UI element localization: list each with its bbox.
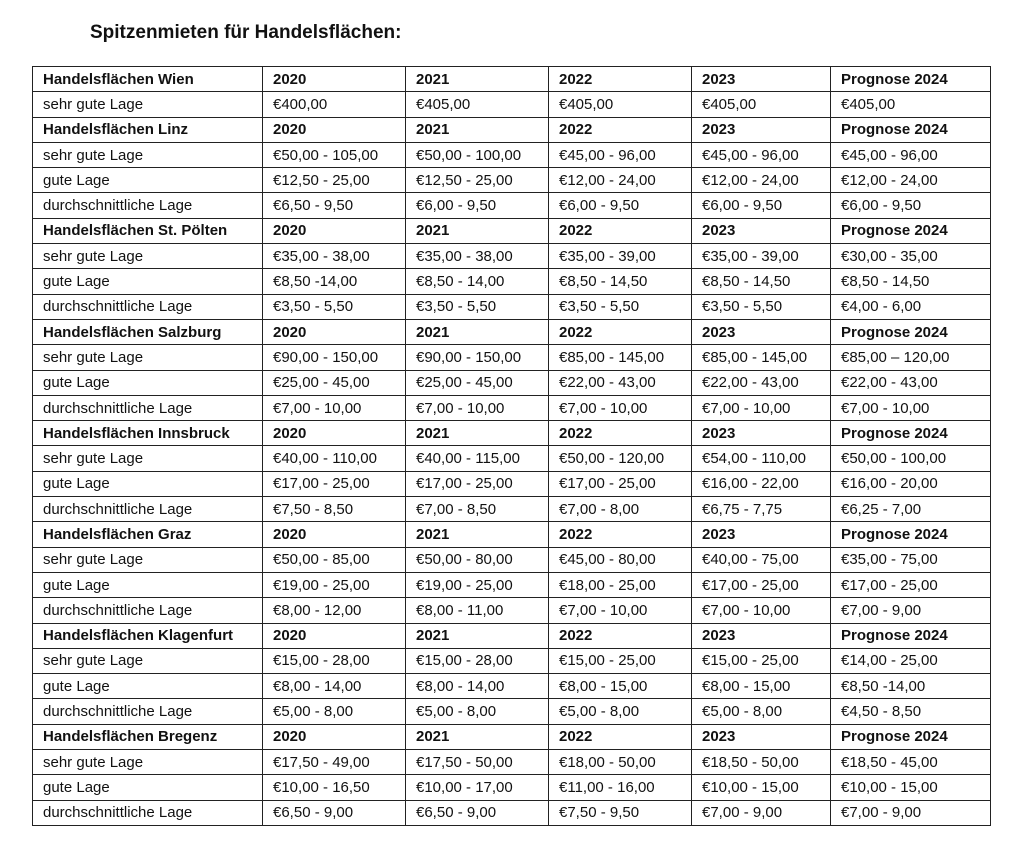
cell-year-2020: €8,00 - 12,00 [263,598,406,623]
city-header-row [33,67,991,92]
cell-forecast-2024: €4,00 - 6,00 [831,294,991,319]
cell-year-2021: €12,50 - 25,00 [406,168,549,193]
cell-year-2023: €7,00 - 10,00 [692,395,831,420]
cell-year-2023: €405,00 [692,92,831,117]
header-cell-location: Handelsflächen Bregenz [33,724,263,749]
cell-year-2023: €85,00 - 145,00 [692,345,831,370]
header-cell-forecast-2024: Prognose 2024 [831,724,991,749]
header-cell-year-2021: 2021 [406,623,549,648]
table-row [33,244,991,269]
header-cell-forecast-2024: Prognose 2024 [831,421,991,446]
cell-year-2020: €8,50 -14,00 [263,269,406,294]
header-cell-location: Handelsflächen Klagenfurt [33,623,263,648]
table-row [33,572,991,597]
cell-year-2020: €35,00 - 38,00 [263,244,406,269]
cell-year-2022: €35,00 - 39,00 [549,244,692,269]
cell-year-2022: €405,00 [549,92,692,117]
cell-year-2023: €7,00 - 10,00 [692,598,831,623]
cell-year-2021: €7,00 - 8,50 [406,497,549,522]
header-cell-year-2023: 2023 [692,67,831,92]
cell-location: gute Lage [33,775,263,800]
cell-year-2022: €7,00 - 10,00 [549,598,692,623]
table-row [33,395,991,420]
cell-location: durchschnittliche Lage [33,598,263,623]
table-row [33,547,991,572]
cell-location: durchschnittliche Lage [33,497,263,522]
cell-year-2023: €8,50 - 14,50 [692,269,831,294]
cell-year-2022: €5,00 - 8,00 [549,699,692,724]
city-header-row [33,319,991,344]
cell-forecast-2024: €35,00 - 75,00 [831,547,991,572]
cell-year-2020: €15,00 - 28,00 [263,648,406,673]
cell-location: gute Lage [33,674,263,699]
cell-year-2020: €8,00 - 14,00 [263,674,406,699]
cell-year-2023: €7,00 - 9,00 [692,800,831,825]
header-cell-year-2022: 2022 [549,421,692,446]
cell-year-2022: €15,00 - 25,00 [549,648,692,673]
header-cell-location: Handelsflächen St. Pölten [33,218,263,243]
cell-year-2021: €6,00 - 9,50 [406,193,549,218]
header-cell-forecast-2024: Prognose 2024 [831,319,991,344]
header-cell-year-2020: 2020 [263,522,406,547]
cell-year-2023: €40,00 - 75,00 [692,547,831,572]
cell-year-2021: €25,00 - 45,00 [406,370,549,395]
cell-year-2020: €6,50 - 9,50 [263,193,406,218]
cell-year-2023: €35,00 - 39,00 [692,244,831,269]
cell-forecast-2024: €85,00 – 120,00 [831,345,991,370]
cell-year-2022: €3,50 - 5,50 [549,294,692,319]
cell-location: sehr gute Lage [33,244,263,269]
cell-year-2022: €50,00 - 120,00 [549,446,692,471]
header-cell-year-2020: 2020 [263,623,406,648]
header-cell-forecast-2024: Prognose 2024 [831,117,991,142]
header-cell-forecast-2024: Prognose 2024 [831,218,991,243]
cell-location: durchschnittliche Lage [33,193,263,218]
cell-year-2021: €15,00 - 28,00 [406,648,549,673]
table-row [33,699,991,724]
city-header-row [33,421,991,446]
cell-year-2021: €405,00 [406,92,549,117]
header-cell-year-2021: 2021 [406,522,549,547]
cell-year-2020: €6,50 - 9,00 [263,800,406,825]
cell-year-2022: €7,00 - 10,00 [549,395,692,420]
table-row [33,471,991,496]
header-cell-year-2022: 2022 [549,117,692,142]
cell-year-2020: €19,00 - 25,00 [263,572,406,597]
cell-year-2021: €5,00 - 8,00 [406,699,549,724]
cell-year-2022: €18,00 - 50,00 [549,750,692,775]
cell-location: gute Lage [33,471,263,496]
cell-year-2023: €6,00 - 9,50 [692,193,831,218]
cell-year-2020: €10,00 - 16,50 [263,775,406,800]
cell-year-2021: €40,00 - 115,00 [406,446,549,471]
cell-year-2021: €6,50 - 9,00 [406,800,549,825]
cell-year-2022: €45,00 - 80,00 [549,547,692,572]
header-cell-location: Handelsflächen Linz [33,117,263,142]
cell-year-2021: €7,00 - 10,00 [406,395,549,420]
cell-year-2022: €12,00 - 24,00 [549,168,692,193]
cell-location: durchschnittliche Lage [33,294,263,319]
table-row [33,142,991,167]
cell-year-2021: €8,00 - 14,00 [406,674,549,699]
header-cell-year-2022: 2022 [549,218,692,243]
header-cell-year-2022: 2022 [549,522,692,547]
cell-forecast-2024: €16,00 - 20,00 [831,471,991,496]
cell-year-2020: €5,00 - 8,00 [263,699,406,724]
rent-table [32,66,991,826]
cell-year-2020: €400,00 [263,92,406,117]
header-cell-year-2023: 2023 [692,319,831,344]
header-cell-forecast-2024: Prognose 2024 [831,67,991,92]
header-cell-year-2023: 2023 [692,421,831,446]
cell-year-2022: €17,00 - 25,00 [549,471,692,496]
page-title: Spitzenmieten für Handelsflächen: [90,22,402,43]
table-row [33,674,991,699]
cell-location: durchschnittliche Lage [33,395,263,420]
table-row [33,294,991,319]
table-row [33,92,991,117]
cell-forecast-2024: €17,00 - 25,00 [831,572,991,597]
table-row [33,750,991,775]
cell-location: sehr gute Lage [33,648,263,673]
cell-year-2021: €3,50 - 5,50 [406,294,549,319]
table-row [33,648,991,673]
table-row [33,598,991,623]
cell-year-2023: €18,50 - 50,00 [692,750,831,775]
cell-forecast-2024: €6,00 - 9,50 [831,193,991,218]
cell-forecast-2024: €22,00 - 43,00 [831,370,991,395]
city-header-row [33,218,991,243]
header-cell-forecast-2024: Prognose 2024 [831,623,991,648]
cell-year-2022: €6,00 - 9,50 [549,193,692,218]
cell-year-2020: €7,00 - 10,00 [263,395,406,420]
cell-year-2023: €45,00 - 96,00 [692,142,831,167]
cell-year-2022: €7,00 - 8,00 [549,497,692,522]
cell-year-2022: €18,00 - 25,00 [549,572,692,597]
table-row [33,168,991,193]
cell-year-2020: €7,50 - 8,50 [263,497,406,522]
header-cell-year-2020: 2020 [263,421,406,446]
cell-year-2021: €90,00 - 150,00 [406,345,549,370]
cell-year-2021: €35,00 - 38,00 [406,244,549,269]
cell-forecast-2024: €405,00 [831,92,991,117]
cell-year-2020: €17,50 - 49,00 [263,750,406,775]
header-cell-location: Handelsflächen Graz [33,522,263,547]
header-cell-year-2022: 2022 [549,67,692,92]
header-cell-year-2021: 2021 [406,117,549,142]
cell-location: gute Lage [33,370,263,395]
header-cell-year-2022: 2022 [549,319,692,344]
cell-year-2021: €10,00 - 17,00 [406,775,549,800]
cell-year-2021: €19,00 - 25,00 [406,572,549,597]
cell-year-2023: €8,00 - 15,00 [692,674,831,699]
header-cell-year-2021: 2021 [406,319,549,344]
header-cell-year-2020: 2020 [263,218,406,243]
header-cell-forecast-2024: Prognose 2024 [831,522,991,547]
table-row [33,800,991,825]
header-cell-year-2020: 2020 [263,117,406,142]
cell-year-2023: €54,00 - 110,00 [692,446,831,471]
cell-forecast-2024: €50,00 - 100,00 [831,446,991,471]
cell-year-2022: €45,00 - 96,00 [549,142,692,167]
cell-year-2021: €50,00 - 80,00 [406,547,549,572]
cell-forecast-2024: €45,00 - 96,00 [831,142,991,167]
cell-year-2023: €12,00 - 24,00 [692,168,831,193]
header-cell-location: Handelsflächen Wien [33,67,263,92]
header-cell-year-2020: 2020 [263,67,406,92]
table-row [33,775,991,800]
cell-year-2020: €17,00 - 25,00 [263,471,406,496]
table-row [33,345,991,370]
cell-year-2022: €8,00 - 15,00 [549,674,692,699]
table-row [33,193,991,218]
header-cell-year-2021: 2021 [406,218,549,243]
cell-year-2022: €11,00 - 16,00 [549,775,692,800]
table-row [33,370,991,395]
cell-forecast-2024: €10,00 - 15,00 [831,775,991,800]
header-cell-location: Handelsflächen Innsbruck [33,421,263,446]
cell-forecast-2024: €18,50 - 45,00 [831,750,991,775]
cell-forecast-2024: €4,50 - 8,50 [831,699,991,724]
cell-location: sehr gute Lage [33,446,263,471]
cell-location: gute Lage [33,168,263,193]
cell-year-2023: €6,75 - 7,75 [692,497,831,522]
cell-location: sehr gute Lage [33,142,263,167]
cell-location: durchschnittliche Lage [33,800,263,825]
table-row [33,269,991,294]
cell-year-2023: €15,00 - 25,00 [692,648,831,673]
cell-year-2023: €22,00 - 43,00 [692,370,831,395]
cell-year-2020: €12,50 - 25,00 [263,168,406,193]
city-header-row [33,724,991,749]
cell-year-2021: €17,00 - 25,00 [406,471,549,496]
cell-year-2021: €50,00 - 100,00 [406,142,549,167]
cell-location: sehr gute Lage [33,345,263,370]
header-cell-year-2023: 2023 [692,522,831,547]
cell-location: sehr gute Lage [33,750,263,775]
cell-year-2022: €7,50 - 9,50 [549,800,692,825]
header-cell-year-2022: 2022 [549,724,692,749]
cell-year-2020: €50,00 - 105,00 [263,142,406,167]
header-cell-year-2022: 2022 [549,623,692,648]
cell-forecast-2024: €14,00 - 25,00 [831,648,991,673]
cell-year-2020: €90,00 - 150,00 [263,345,406,370]
header-cell-year-2021: 2021 [406,421,549,446]
cell-forecast-2024: €7,00 - 9,00 [831,598,991,623]
cell-year-2022: €22,00 - 43,00 [549,370,692,395]
cell-forecast-2024: €7,00 - 9,00 [831,800,991,825]
header-cell-year-2020: 2020 [263,724,406,749]
cell-year-2020: €40,00 - 110,00 [263,446,406,471]
cell-year-2022: €8,50 - 14,50 [549,269,692,294]
cell-year-2021: €8,50 - 14,00 [406,269,549,294]
header-cell-year-2023: 2023 [692,117,831,142]
cell-year-2021: €17,50 - 50,00 [406,750,549,775]
cell-forecast-2024: €7,00 - 10,00 [831,395,991,420]
cell-year-2021: €8,00 - 11,00 [406,598,549,623]
cell-forecast-2024: €6,25 - 7,00 [831,497,991,522]
cell-year-2020: €25,00 - 45,00 [263,370,406,395]
header-cell-location: Handelsflächen Salzburg [33,319,263,344]
cell-forecast-2024: €8,50 - 14,50 [831,269,991,294]
cell-year-2023: €10,00 - 15,00 [692,775,831,800]
header-cell-year-2021: 2021 [406,724,549,749]
header-cell-year-2020: 2020 [263,319,406,344]
header-cell-year-2021: 2021 [406,67,549,92]
cell-year-2022: €85,00 - 145,00 [549,345,692,370]
cell-forecast-2024: €12,00 - 24,00 [831,168,991,193]
header-cell-year-2023: 2023 [692,724,831,749]
city-header-row [33,623,991,648]
cell-forecast-2024: €8,50 -14,00 [831,674,991,699]
cell-year-2020: €3,50 - 5,50 [263,294,406,319]
city-header-row [33,117,991,142]
cell-year-2023: €17,00 - 25,00 [692,572,831,597]
cell-year-2020: €50,00 - 85,00 [263,547,406,572]
cell-forecast-2024: €30,00 - 35,00 [831,244,991,269]
cell-year-2023: €5,00 - 8,00 [692,699,831,724]
city-header-row [33,522,991,547]
header-cell-year-2023: 2023 [692,218,831,243]
cell-year-2023: €3,50 - 5,50 [692,294,831,319]
cell-location: gute Lage [33,572,263,597]
cell-location: durchschnittliche Lage [33,699,263,724]
cell-location: sehr gute Lage [33,547,263,572]
table-row [33,497,991,522]
table-row [33,446,991,471]
header-cell-year-2023: 2023 [692,623,831,648]
cell-year-2023: €16,00 - 22,00 [692,471,831,496]
cell-location: sehr gute Lage [33,92,263,117]
cell-location: gute Lage [33,269,263,294]
